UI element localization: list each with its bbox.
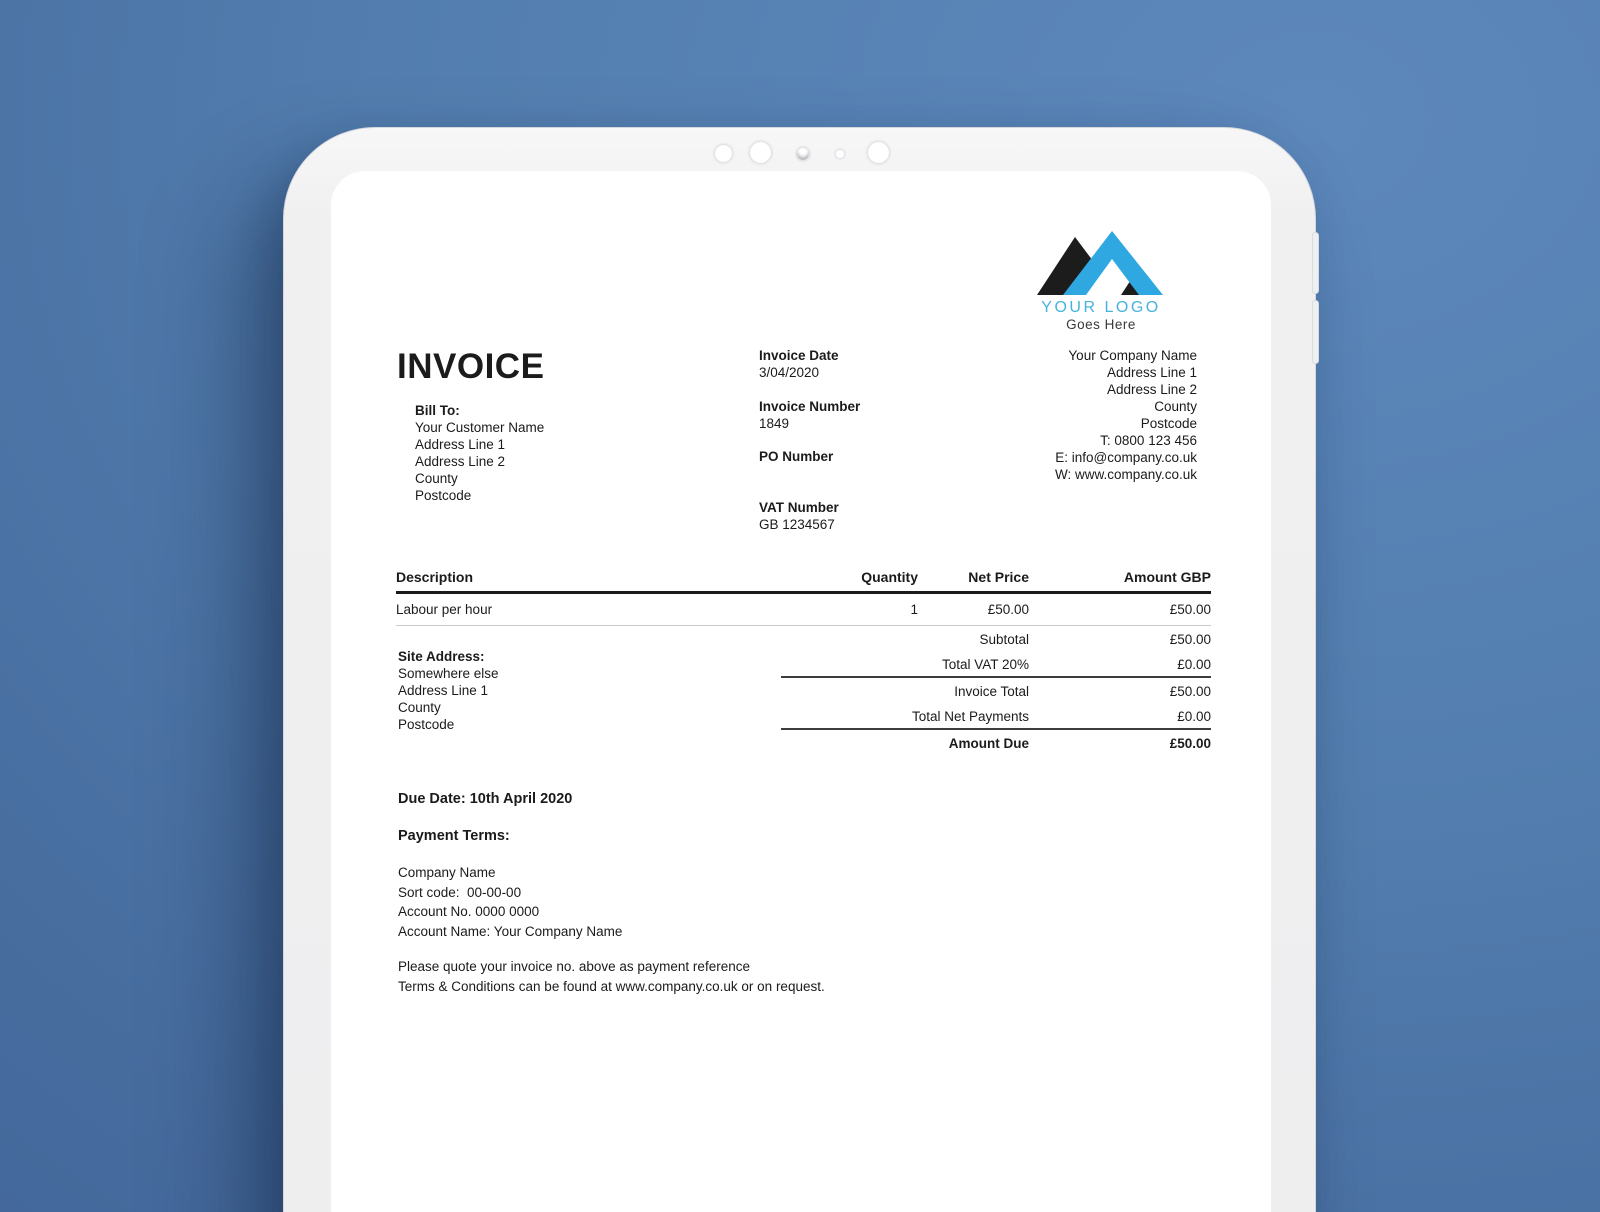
- invoice-number-value: 1849: [759, 416, 790, 431]
- volume-up-button: [1312, 232, 1319, 294]
- payment-account-name: Account Name: Your Company Name: [398, 923, 623, 939]
- company-address-line: Postcode: [1140, 416, 1197, 431]
- bill-to-line: Postcode: [415, 488, 472, 503]
- cell-description: Labour per hour: [396, 602, 493, 617]
- cell-amount: £50.00: [1169, 602, 1211, 617]
- invoice-date-value: 3/04/2020: [759, 365, 820, 380]
- table-row: [396, 594, 1211, 626]
- payment-sort-code: Sort code: 00-00-00: [398, 884, 522, 900]
- payment-company-name: Company Name: [398, 865, 496, 880]
- site-address-line: County: [398, 700, 441, 715]
- company-phone: T: 0800 123 456: [1100, 433, 1197, 448]
- logo-subtext: Goes Here: [1066, 317, 1136, 332]
- company-email: E: info@company.co.uk: [1055, 450, 1197, 465]
- site-address-line: Postcode: [398, 717, 455, 732]
- totals-block: [781, 626, 1211, 756]
- terms-conditions-note: Terms & Conditions can be found at www.company.co.uk or on request.: [398, 978, 825, 994]
- line-items-table: [396, 569, 1211, 626]
- company-name: Your Company Name: [1068, 348, 1197, 363]
- company-website: W: www.company.co.uk: [1054, 467, 1197, 482]
- sensor-dot-icon: [868, 142, 889, 163]
- vat-row: [781, 652, 1211, 678]
- bill-to-line: Your Customer Name: [415, 420, 545, 435]
- bill-to-line: County: [415, 471, 458, 486]
- vat-label: Total VAT 20%: [941, 656, 1029, 672]
- site-address-line: Somewhere else: [398, 666, 499, 681]
- invoice-date-label: Invoice Date: [759, 348, 839, 363]
- payment-terms-label: Payment Terms:: [398, 828, 510, 844]
- invoice-total-row: [781, 678, 1211, 704]
- amount-due-value: £50.00: [1169, 735, 1211, 751]
- company-address-line: Address Line 2: [1106, 382, 1197, 397]
- bill-to-block: [415, 402, 544, 504]
- vat-number-label: VAT Number: [759, 500, 839, 515]
- bill-to-label: Bill To:: [415, 403, 460, 418]
- amount-due-row: [781, 730, 1211, 756]
- net-payments-label: Total Net Payments: [911, 708, 1029, 724]
- net-payments-row: [781, 704, 1211, 730]
- header-description: Description: [396, 569, 474, 585]
- site-address-label: Site Address:: [398, 649, 485, 664]
- mountain-logo-icon: [1035, 229, 1167, 301]
- payment-reference-note: Please quote your invoice no. above as payment reference: [398, 959, 750, 974]
- tablet-screen: [331, 171, 1271, 1212]
- subtotal-value: £50.00: [1169, 631, 1211, 647]
- header-quantity: Quantity: [861, 569, 918, 585]
- vat-value: £0.00: [1177, 656, 1211, 672]
- site-address-block: [398, 648, 499, 733]
- subtotal-row: [781, 626, 1211, 652]
- sensor-dot-icon: [750, 142, 771, 163]
- subtotal-label: Subtotal: [979, 631, 1029, 647]
- header-amount-gbp: Amount GBP: [1123, 569, 1211, 585]
- amount-due-label: Amount Due: [948, 735, 1029, 751]
- company-address-line: County: [1154, 399, 1197, 414]
- invoice-number-label: Invoice Number: [759, 399, 861, 414]
- company-logo: [1021, 229, 1181, 332]
- company-address-block: [871, 347, 1197, 483]
- header-net-price: Net Price: [968, 569, 1029, 585]
- bill-to-line: Address Line 1: [415, 437, 506, 452]
- table-header-row: [396, 569, 1211, 594]
- company-address-line: Address Line 1: [1106, 365, 1197, 380]
- front-camera-icon: [795, 146, 811, 162]
- sensor-dot-icon: [715, 145, 732, 162]
- vat-number-value: GB 1234567: [759, 517, 835, 532]
- invoice-title: INVOICE: [397, 347, 545, 386]
- logo-text: YOUR LOGO: [1041, 299, 1161, 316]
- due-date: Due Date: 10th April 2020: [398, 791, 573, 807]
- site-address-line: Address Line 1: [398, 683, 489, 698]
- microphone-dot-icon: [836, 150, 844, 158]
- invoice-total-value: £50.00: [1169, 683, 1211, 699]
- cell-quantity: 1: [910, 602, 918, 617]
- footer-notes: [398, 957, 825, 996]
- vat-number-group: [759, 499, 979, 533]
- bill-to-line: Address Line 2: [415, 454, 506, 469]
- volume-down-button: [1312, 300, 1319, 364]
- payment-details-block: [398, 863, 622, 941]
- tablet-device: [283, 127, 1316, 1212]
- po-number-label: PO Number: [759, 449, 834, 464]
- net-payments-value: £0.00: [1177, 708, 1211, 724]
- cell-net-price: £50.00: [987, 602, 1029, 617]
- invoice-total-label: Invoice Total: [954, 683, 1029, 699]
- payment-account-number: Account No. 0000 0000: [398, 904, 540, 919]
